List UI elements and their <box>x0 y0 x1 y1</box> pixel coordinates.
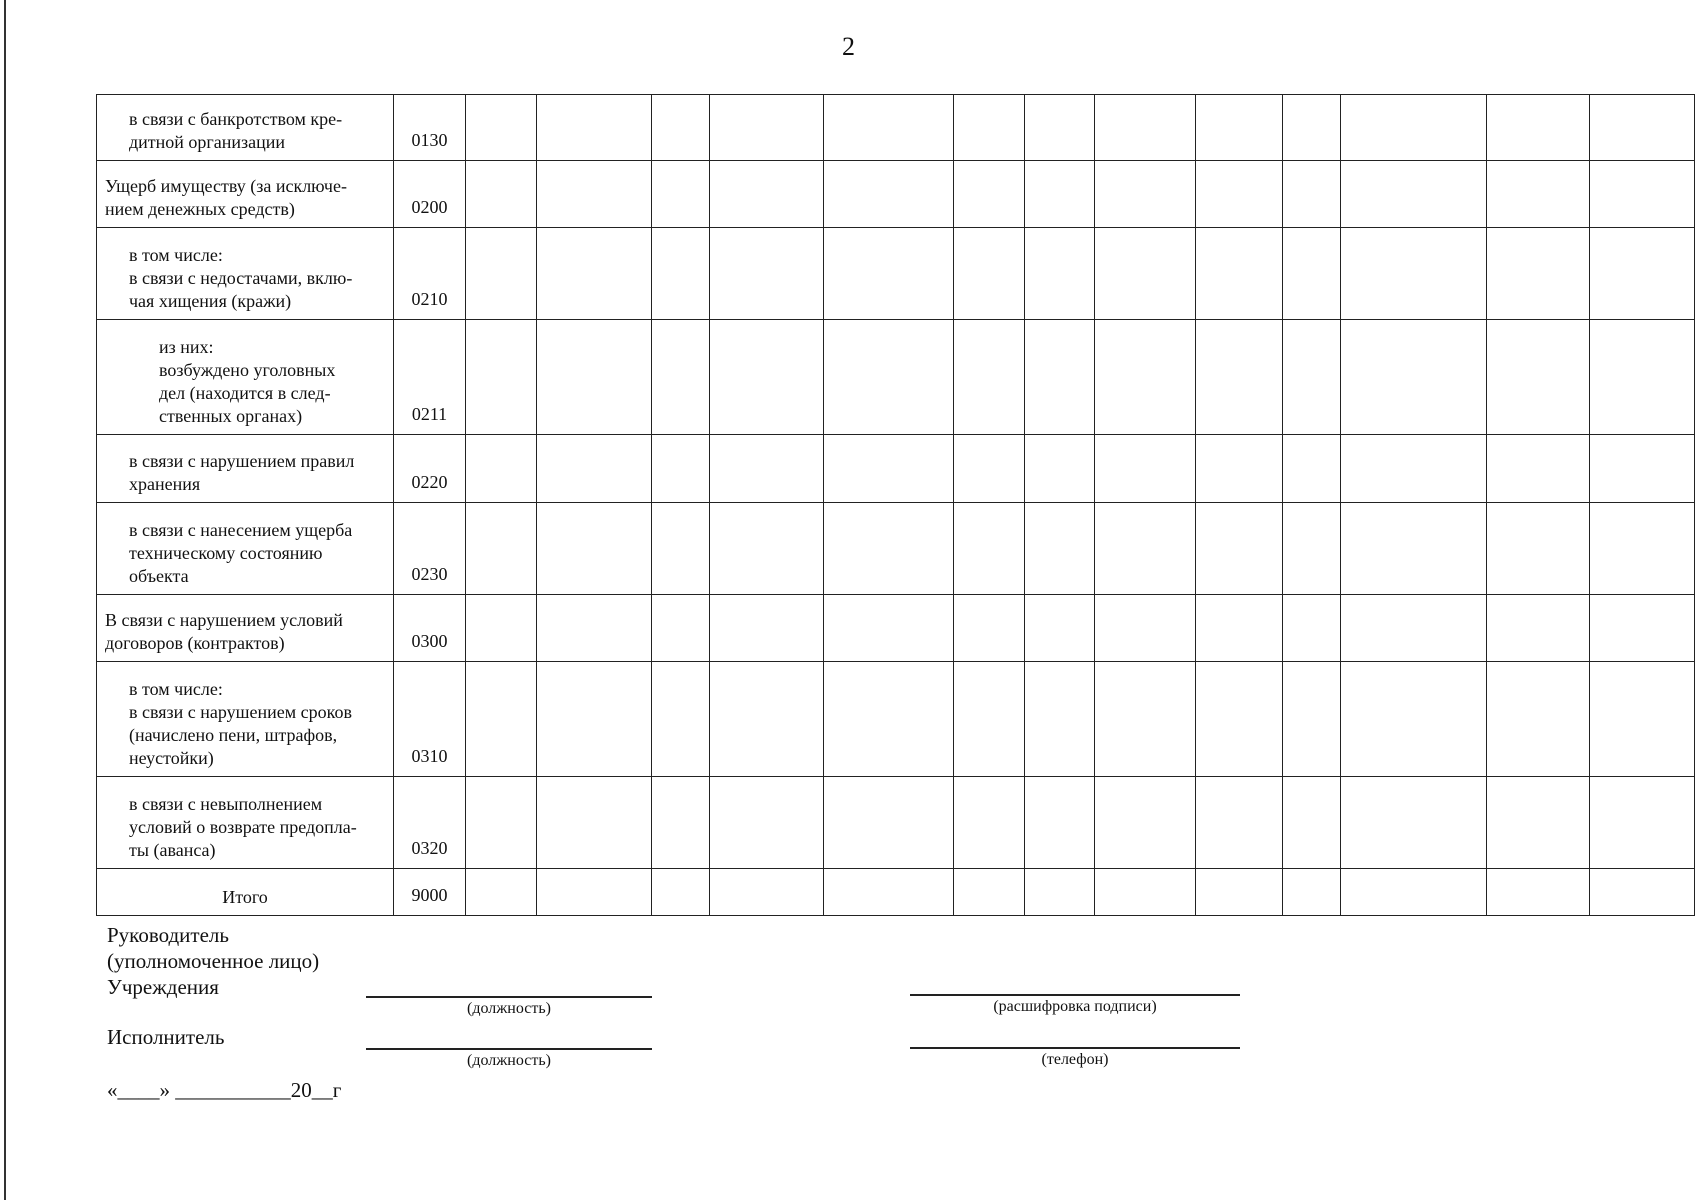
empty-value-cell[interactable] <box>1341 777 1487 869</box>
executor-position-line <box>366 1048 652 1050</box>
row-label: в том числе: в связи с недостачами, вклю- чая хищения (кражи) <box>97 228 394 320</box>
empty-value-cell[interactable] <box>537 95 652 161</box>
empty-value-cell[interactable] <box>1196 662 1283 777</box>
empty-value-cell[interactable] <box>466 503 537 595</box>
empty-value-cell[interactable] <box>824 228 954 320</box>
table-row <box>97 869 1695 916</box>
empty-value-cell[interactable] <box>954 503 1025 595</box>
empty-value-cell[interactable] <box>652 595 710 662</box>
empty-value-cell[interactable] <box>710 595 824 662</box>
empty-value-cell[interactable] <box>1487 777 1590 869</box>
empty-value-cell[interactable] <box>1590 95 1695 161</box>
empty-value-cell[interactable] <box>537 435 652 503</box>
empty-value-cell[interactable] <box>824 161 954 228</box>
empty-value-cell[interactable] <box>710 777 824 869</box>
empty-value-cell[interactable] <box>1025 95 1095 161</box>
empty-value-cell[interactable] <box>954 662 1025 777</box>
empty-value-cell[interactable] <box>824 320 954 435</box>
empty-value-cell[interactable] <box>652 228 710 320</box>
row-code: 0130 <box>394 95 466 161</box>
empty-value-cell[interactable] <box>1283 320 1341 435</box>
empty-value-cell[interactable] <box>1095 662 1196 777</box>
empty-value-cell[interactable] <box>1487 435 1590 503</box>
empty-value-cell[interactable] <box>652 320 710 435</box>
row-code: 0300 <box>394 595 466 662</box>
row-code: 0310 <box>394 662 466 777</box>
empty-value-cell[interactable] <box>466 869 537 916</box>
row-code: 0200 <box>394 161 466 228</box>
empty-value-cell[interactable] <box>1025 662 1095 777</box>
empty-value-cell[interactable] <box>537 503 652 595</box>
empty-value-cell[interactable] <box>1341 435 1487 503</box>
empty-value-cell[interactable] <box>1025 869 1095 916</box>
table-row <box>97 662 1695 777</box>
empty-value-cell[interactable] <box>824 869 954 916</box>
page-left-edge <box>4 0 6 1200</box>
empty-value-cell[interactable] <box>466 161 537 228</box>
empty-value-cell[interactable] <box>1196 320 1283 435</box>
empty-value-cell[interactable] <box>652 503 710 595</box>
empty-value-cell[interactable] <box>1283 503 1341 595</box>
empty-value-cell[interactable] <box>1196 435 1283 503</box>
empty-value-cell[interactable] <box>1487 869 1590 916</box>
empty-value-cell[interactable] <box>1590 595 1695 662</box>
empty-value-cell[interactable] <box>1283 161 1341 228</box>
empty-value-cell[interactable] <box>1095 95 1196 161</box>
empty-value-cell[interactable] <box>652 161 710 228</box>
empty-value-cell[interactable] <box>1095 869 1196 916</box>
row-label: Итого <box>97 869 394 916</box>
empty-value-cell[interactable] <box>1283 869 1341 916</box>
empty-value-cell[interactable] <box>652 869 710 916</box>
table-row <box>97 503 1695 595</box>
empty-value-cell[interactable] <box>954 95 1025 161</box>
empty-value-cell[interactable] <box>1095 595 1196 662</box>
empty-value-cell[interactable] <box>710 662 824 777</box>
empty-value-cell[interactable] <box>1283 435 1341 503</box>
empty-value-cell[interactable] <box>1590 228 1695 320</box>
empty-value-cell[interactable] <box>1341 503 1487 595</box>
empty-value-cell[interactable] <box>1025 435 1095 503</box>
table-row <box>97 228 1695 320</box>
empty-value-cell[interactable] <box>1025 228 1095 320</box>
empty-value-cell[interactable] <box>466 595 537 662</box>
empty-value-cell[interactable] <box>1487 662 1590 777</box>
empty-value-cell[interactable] <box>466 95 537 161</box>
empty-value-cell[interactable] <box>1487 95 1590 161</box>
empty-value-cell[interactable] <box>537 320 652 435</box>
decoding-signature-line <box>910 994 1240 996</box>
row-code: 9000 <box>394 869 466 916</box>
empty-value-cell[interactable] <box>1283 95 1341 161</box>
empty-value-cell[interactable] <box>1341 869 1487 916</box>
empty-value-cell[interactable] <box>1196 95 1283 161</box>
empty-value-cell[interactable] <box>1283 777 1341 869</box>
table-row <box>97 161 1695 228</box>
empty-value-cell[interactable] <box>1025 320 1095 435</box>
empty-value-cell[interactable] <box>1487 228 1590 320</box>
row-label: из них: возбуждено уголовных дел (находится в след- ственных органах) <box>97 320 394 435</box>
empty-value-cell[interactable] <box>954 777 1025 869</box>
empty-value-cell[interactable] <box>1196 777 1283 869</box>
executor-label: Исполнитель <box>107 1025 225 1049</box>
empty-value-cell[interactable] <box>466 777 537 869</box>
empty-value-cell[interactable] <box>954 595 1025 662</box>
empty-value-cell[interactable] <box>1025 595 1095 662</box>
empty-value-cell[interactable] <box>710 95 824 161</box>
empty-value-cell[interactable] <box>1025 503 1095 595</box>
empty-value-cell[interactable] <box>1196 503 1283 595</box>
empty-value-cell[interactable] <box>1341 595 1487 662</box>
empty-value-cell[interactable] <box>1590 503 1695 595</box>
empty-value-cell[interactable] <box>954 161 1025 228</box>
row-label: в том числе: в связи с нарушением сроков (начислено пени, штрафов, неустойки) <box>97 662 394 777</box>
empty-value-cell[interactable] <box>1283 228 1341 320</box>
empty-value-cell[interactable] <box>1487 595 1590 662</box>
empty-value-cell[interactable] <box>1487 503 1590 595</box>
table-row <box>97 777 1695 869</box>
empty-value-cell[interactable] <box>1590 320 1695 435</box>
row-label: в связи с нанесением ущерба техническому состоянию объекта <box>97 503 394 595</box>
empty-value-cell[interactable] <box>1341 320 1487 435</box>
empty-value-cell[interactable] <box>710 320 824 435</box>
empty-value-cell[interactable] <box>824 777 954 869</box>
empty-value-cell[interactable] <box>954 228 1025 320</box>
empty-value-cell[interactable] <box>652 95 710 161</box>
empty-value-cell[interactable] <box>1095 777 1196 869</box>
empty-value-cell[interactable] <box>1095 503 1196 595</box>
empty-value-cell[interactable] <box>1095 320 1196 435</box>
row-label: в связи с банкротством кре- дитной организации <box>97 95 394 161</box>
row-code: 0230 <box>394 503 466 595</box>
table-row <box>97 320 1695 435</box>
empty-value-cell[interactable] <box>466 662 537 777</box>
decoding-caption: (расшифровка подписи) <box>993 998 1157 1015</box>
table-row <box>97 435 1695 503</box>
row-label: в связи с нарушением правил хранения <box>97 435 394 503</box>
page-number: 2 <box>842 32 855 61</box>
empty-value-cell[interactable] <box>537 161 652 228</box>
empty-value-cell[interactable] <box>1196 228 1283 320</box>
empty-value-cell[interactable] <box>466 228 537 320</box>
row-label: В связи с нарушением условий договоров (контрактов) <box>97 595 394 662</box>
empty-value-cell[interactable] <box>954 320 1025 435</box>
empty-value-cell[interactable] <box>1196 595 1283 662</box>
executor-position-caption: (должность) <box>467 1052 551 1069</box>
row-code: 0211 <box>394 320 466 435</box>
empty-value-cell[interactable] <box>652 662 710 777</box>
empty-value-cell[interactable] <box>466 435 537 503</box>
empty-value-cell[interactable] <box>954 435 1025 503</box>
empty-value-cell[interactable] <box>824 662 954 777</box>
empty-value-cell[interactable] <box>466 320 537 435</box>
table-row <box>97 95 1695 161</box>
empty-value-cell[interactable] <box>710 869 824 916</box>
empty-value-cell[interactable] <box>1341 95 1487 161</box>
empty-value-cell[interactable] <box>1283 662 1341 777</box>
empty-value-cell[interactable] <box>1341 228 1487 320</box>
empty-value-cell[interactable] <box>537 662 652 777</box>
empty-value-cell[interactable] <box>710 503 824 595</box>
empty-value-cell[interactable] <box>652 435 710 503</box>
empty-value-cell[interactable] <box>1590 662 1695 777</box>
report-table <box>96 94 1695 916</box>
empty-value-cell[interactable] <box>1025 161 1095 228</box>
empty-value-cell[interactable] <box>1196 161 1283 228</box>
phone-caption: (телефон) <box>1041 1051 1109 1068</box>
empty-value-cell[interactable] <box>1487 161 1590 228</box>
empty-value-cell[interactable] <box>1341 161 1487 228</box>
position-caption: (должность) <box>467 1000 551 1017</box>
phone-line <box>910 1047 1240 1049</box>
empty-value-cell[interactable] <box>1025 777 1095 869</box>
empty-value-cell[interactable] <box>1095 435 1196 503</box>
empty-value-cell[interactable] <box>824 435 954 503</box>
date-line: «____» ___________20__г <box>107 1078 342 1102</box>
table-row <box>97 595 1695 662</box>
empty-value-cell[interactable] <box>1095 161 1196 228</box>
empty-value-cell[interactable] <box>1590 161 1695 228</box>
empty-value-cell[interactable] <box>1095 228 1196 320</box>
empty-value-cell[interactable] <box>954 869 1025 916</box>
empty-value-cell[interactable] <box>1341 662 1487 777</box>
empty-value-cell[interactable] <box>824 595 954 662</box>
empty-value-cell[interactable] <box>710 161 824 228</box>
empty-value-cell[interactable] <box>1283 595 1341 662</box>
row-label: Ущерб имуществу (за исключе- нием денежных средств) <box>97 161 394 228</box>
empty-value-cell[interactable] <box>1590 777 1695 869</box>
position-signature-line <box>366 996 652 998</box>
empty-value-cell[interactable] <box>1590 869 1695 916</box>
empty-value-cell[interactable] <box>710 435 824 503</box>
row-code: 0220 <box>394 435 466 503</box>
row-label: в связи с невыполнением условий о возврате предопла- ты (аванса) <box>97 777 394 869</box>
empty-value-cell[interactable] <box>1196 869 1283 916</box>
empty-value-cell[interactable] <box>537 777 652 869</box>
empty-value-cell[interactable] <box>537 228 652 320</box>
row-code: 0210 <box>394 228 466 320</box>
empty-value-cell[interactable] <box>1590 435 1695 503</box>
head-label: Руководитель (уполномоченное лицо) Учреждения <box>107 923 320 999</box>
empty-value-cell[interactable] <box>824 95 954 161</box>
row-code: 0320 <box>394 777 466 869</box>
empty-value-cell[interactable] <box>652 777 710 869</box>
empty-value-cell[interactable] <box>710 228 824 320</box>
empty-value-cell[interactable] <box>1487 320 1590 435</box>
empty-value-cell[interactable] <box>537 869 652 916</box>
empty-value-cell[interactable] <box>537 595 652 662</box>
empty-value-cell[interactable] <box>824 503 954 595</box>
